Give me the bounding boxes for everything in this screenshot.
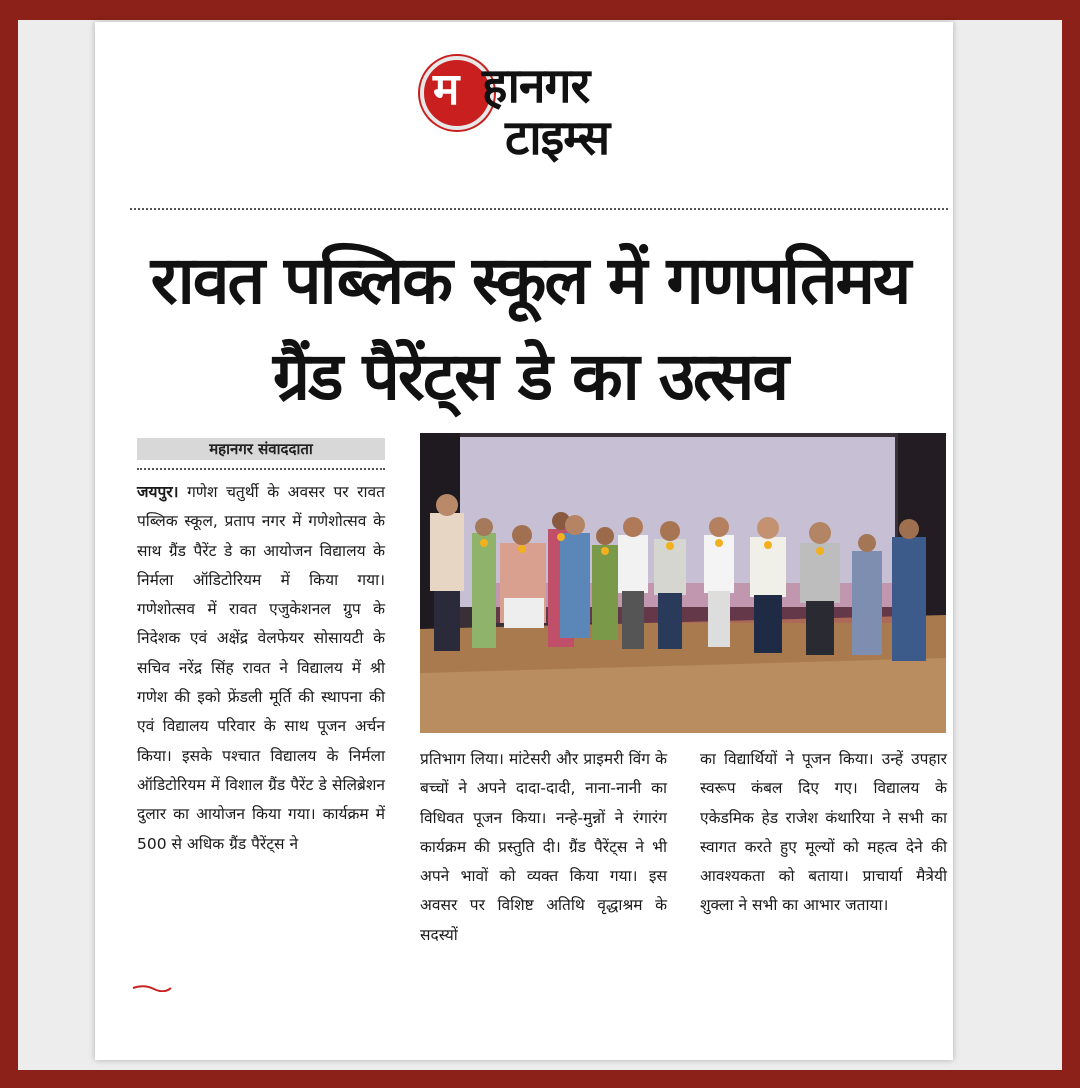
newspaper-clipping <box>95 22 953 1060</box>
article-column-1 <box>137 478 385 859</box>
headline-line-2: ग्रैंड पैरेंट्स डे का उत्सव <box>272 338 788 415</box>
logo-letter: म <box>433 64 460 115</box>
byline: महानगर संवाददाता <box>137 438 385 460</box>
divider-dotted <box>130 208 948 210</box>
column-1-text: गणेश चतुर्थी के अवसर पर रावत पब्लिक स्कूल, प्रताप नगर में गणेशोत्सव के साथ ग्रैंड पैरेंट डे का आयोजन विद्यालय के निर्मला ऑडिटोरियम में किया गया। गणेशोत्सव में रावत एजुकेशनल ग्रुप के निदेशक एवं अक्षेंद्र वेलफेयर सोसायटी के सचिव नरेंद्र सिंह रावत ने विद्यालय में श्री गणेश की इको फ्रेंडली मूर्ति की स्थापना की एवं विद्यालय परिवार के साथ पूजन अर्चन किया। इसके पश्चात विद्यालय के निर्मला ऑडिटोरियम में विशाल ग्रैंड पैरेंट डे सेलिब्रेशन दुलार का आयोजन किया गया। कार्यक्रम में 500 से अधिक ग्रैंड पैरेंट्स ने <box>137 483 385 853</box>
logo-line-2: टाइम्स <box>505 110 610 166</box>
event-photo <box>420 433 946 733</box>
article-column-2 <box>420 745 667 950</box>
logo-line-1: हानगर <box>482 58 590 114</box>
byline-divider <box>137 468 385 470</box>
headline-line-1: रावत पब्लिक स्कूल में गणपतिमय <box>150 242 910 319</box>
handwritten-underline-mark <box>132 982 172 992</box>
dateline: जयपुर। <box>137 483 179 501</box>
article-column-3 <box>700 745 947 921</box>
column-3-text: का विद्यार्थियों ने पूजन किया। उन्हें उपहार स्वरूप कंबल दिए गए। विद्यालय के एकेडमिक हेड राजेश कंथारिया ने सभी का स्वागत करते हुए मूल्यों को महत्व देने की आवश्यकता को बताया। प्राचार्या मैत्रेयी शुक्ला ने सभी का आभार जताया। <box>700 750 947 915</box>
column-2-text: प्रतिभाग लिया। मांटेसरी और प्राइमरी विंग के बच्चों ने अपने दादा-दादी, नाना-नानी का विधिवत पूजन किया। नन्हे-मुन्नों ने रंगारंग कार्यक्रम की प्रस्तुति दी। ग्रैंड पैरेंट्स ने भी अपने भावों को व्यक्त किया गया। इस अवसर पर विशिष्ट अतिथि वृद्धाश्रम के सदस्यों <box>420 750 667 944</box>
masthead-logo <box>420 54 650 174</box>
